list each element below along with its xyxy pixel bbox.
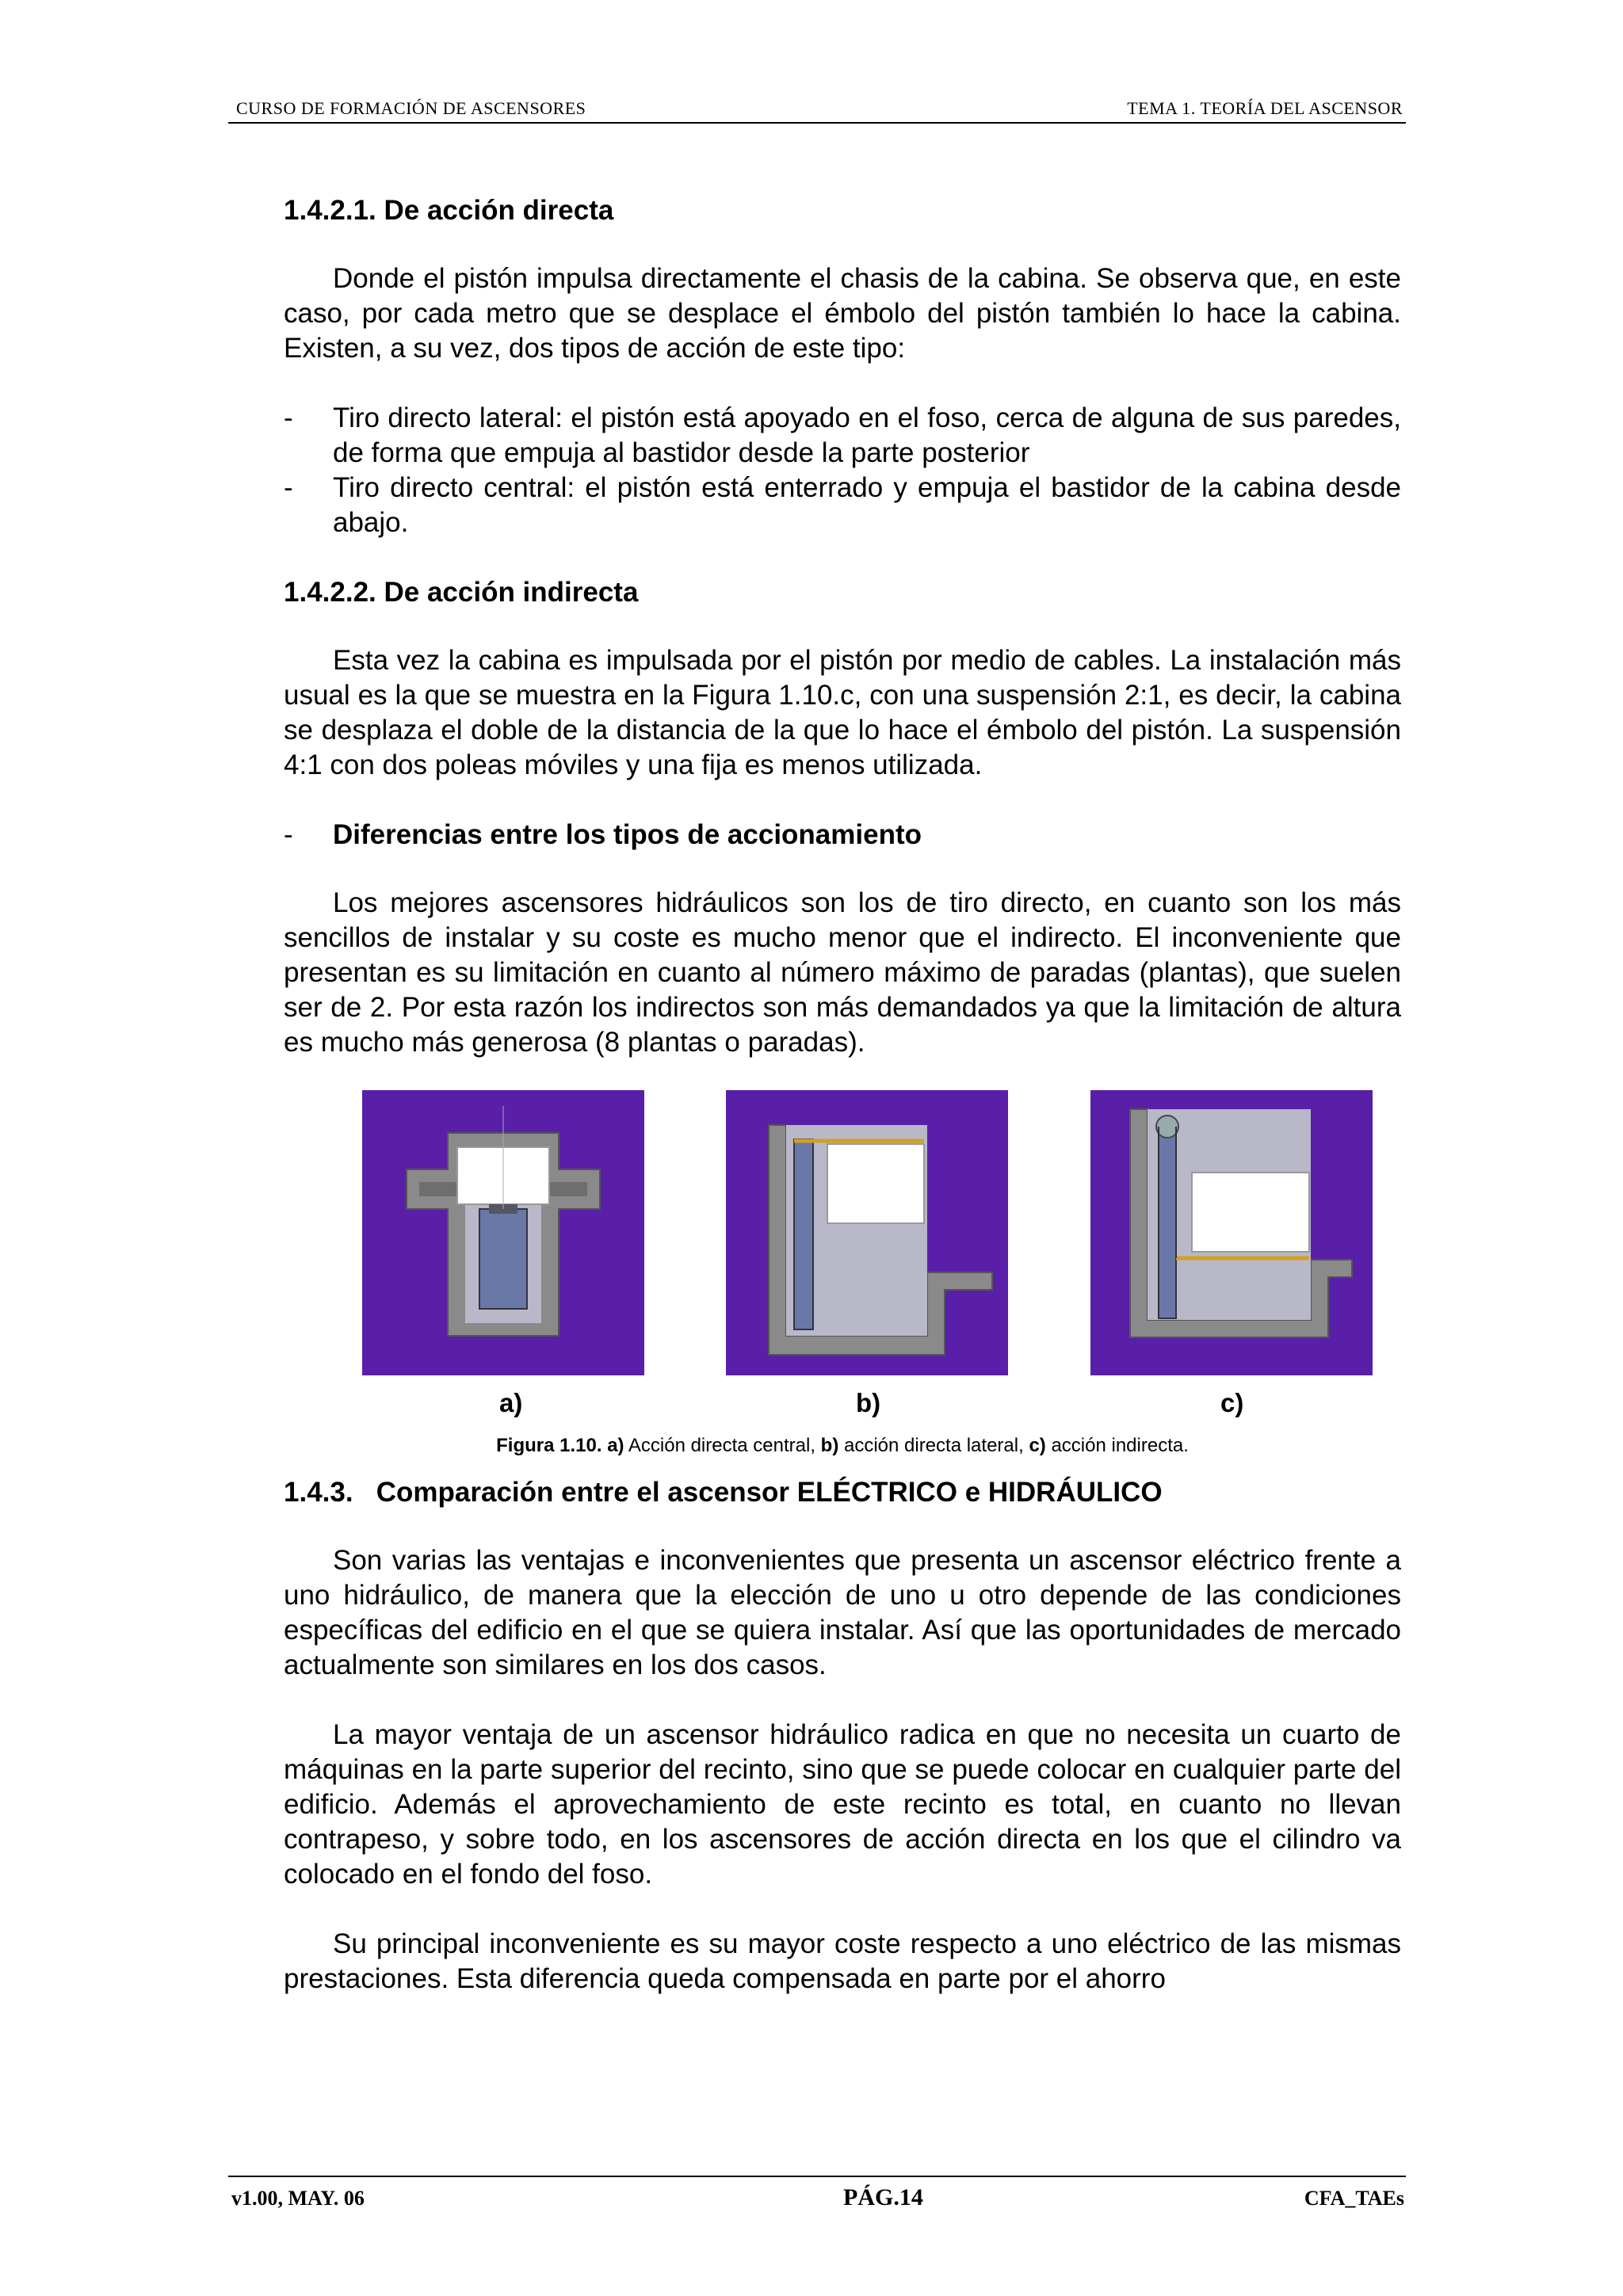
page-content — [284, 193, 1401, 1997]
figure-labels — [284, 1388, 1401, 1426]
caption-tag-b: b) — [820, 1435, 839, 1456]
subsection-heading — [284, 818, 1401, 852]
section-heading-1-4-2-1: 1.4.2.1. De acción directa — [284, 195, 614, 226]
list-item: - Tiro directo lateral: el pistón está apoyado en el foso, cerca de alguna de sus paredes, de forma que empuja al bastidor desde la parte posterior — [284, 401, 1401, 471]
caption-tag-c: c) — [1029, 1435, 1046, 1456]
figure-c-image — [1090, 1090, 1373, 1375]
figure-b-image — [726, 1090, 1008, 1375]
caption-text-c: acción indirecta. — [1045, 1435, 1189, 1456]
footer-version: v1.00, MAY. 06 — [231, 2187, 365, 2210]
figure-c-diagram — [1090, 1090, 1373, 1375]
paragraph: Su principal inconveniente es su mayor coste respecto a uno eléctrico de las mismas prestaciones. Esta diferencia queda compensada en parte por el ahorro — [284, 1928, 1401, 1994]
figure-caption — [284, 1432, 1401, 1459]
figure-label-c: c) — [1220, 1388, 1244, 1417]
subsection-heading-text: Diferencias entre los tipos de accionamiento — [333, 819, 922, 850]
figure-a-image — [362, 1090, 644, 1375]
figure-1-10 — [284, 1090, 1401, 1375]
footer-code: CFA_TAEs — [1304, 2187, 1404, 2210]
paragraph: La mayor ventaja de un ascensor hidráulico radica en que no necesita un cuarto de máquinas en la parte superior del recinto, sino que se puede colocar en cualquier parte del edificio. Además el aprovechamiento de este recinto es total, en cuanto no llevan contrapeso, y sobre todo, en los ascensores de acción directa en los que el cilindro va colocado en el fondo del foso. — [284, 1719, 1401, 1890]
section-heading-1-4-3: 1.4.3. Comparación entre el ascensor ELÉCTRICO e HIDRÁULICO — [284, 1477, 1163, 1508]
paragraph: Donde el pistón impulsa directamente el chasis de la cabina. Se observa que, en este caso, por cada metro que se desplace el émbolo del pistón también lo hace la cabina. Existen, a su vez, dos tipos de acción de este tipo: — [284, 263, 1401, 364]
header-left: CURSO DE FORMACIÓN DE ASCENSORES — [236, 98, 586, 118]
caption-tag-a: a) — [607, 1435, 624, 1456]
header-right: TEMA 1. TEORÍA DEL ASCENSOR — [1127, 98, 1403, 118]
dash-list — [284, 401, 1401, 540]
list-item: - Tiro directo central: el pistón está enterrado y empuja el bastidor de la cabina desde abajo. — [284, 471, 1401, 540]
paragraph: Son varias las ventajas e inconvenientes que presenta un ascensor eléctrico frente a uno hidráulico, de manera que la elección de uno u otro depende de las condiciones específicas del edificio en el que se quiera instalar. Así que las oportunidades de mercado actualmente son similares en los dos casos. — [284, 1545, 1401, 1680]
figure-b-diagram — [726, 1090, 1008, 1375]
dash-marker: - — [284, 819, 293, 850]
caption-text-a: Acción directa central, — [624, 1435, 821, 1456]
paragraph: Los mejores ascensores hidráulicos son los de tiro directo, en cuanto son los más sencillos de instalar y su coste es mucho menor que el indirecto. El inconveniente que presentan es su limitación en cuanto al número máximo de paradas (plantas), que suelen ser de 2. Por esta razón los indirectos son más demandados ya que la limitación de altura es mucho más generosa (8 plantas o paradas). — [284, 887, 1401, 1058]
footer-rule — [228, 2176, 1406, 2177]
footer-page-number: PÁG.14 — [843, 2184, 923, 2210]
figure-a-diagram — [362, 1090, 644, 1375]
caption-text-b: acción directa lateral, — [838, 1435, 1029, 1456]
figure-label-b: b) — [856, 1388, 881, 1417]
paragraph: Esta vez la cabina es impulsada por el pistón por medio de cables. La instalación más usual es la que se muestra en la Figura 1.10.c, con una suspensión 2:1, es decir, la cabina se desplaza el doble de la distancia de la que lo hace el émbolo del pistón. La suspensión 4:1 con dos poleas móviles y una fija es menos utilizada. — [284, 645, 1401, 780]
header-rule — [228, 122, 1406, 124]
figure-label-a: a) — [499, 1388, 523, 1417]
section-heading-1-4-2-2: 1.4.2.2. De acción indirecta — [284, 577, 639, 608]
caption-prefix: Figura 1.10. — [496, 1435, 602, 1456]
